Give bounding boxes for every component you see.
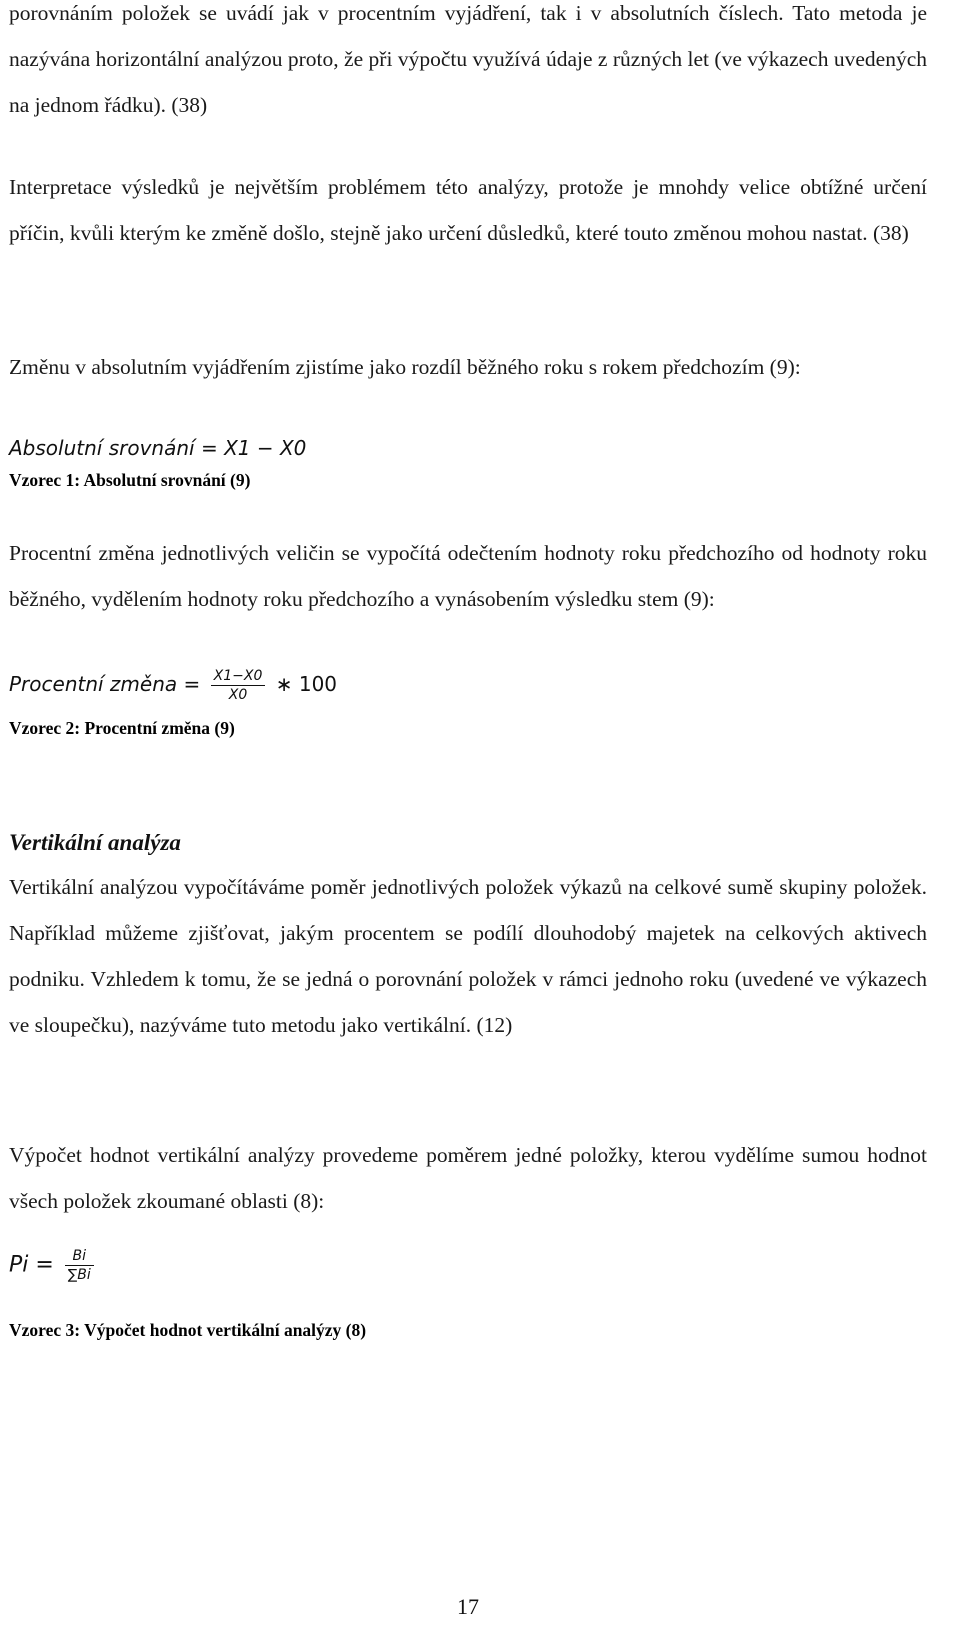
caption-formula-3: Vzorec 3: Výpočet hodnot vertikální analýzy (8) — [9, 1320, 367, 1340]
formula-percent-change — [9, 668, 337, 703]
caption-formula-2: Vzorec 2: Procentní změna (9) — [9, 718, 235, 738]
fraction-numerator: X1−X0 — [211, 668, 266, 686]
formula-lhs: Absolutní srovnání — [9, 436, 195, 460]
formula-equals: = — [183, 672, 201, 696]
formula-vertical-share — [9, 1248, 98, 1283]
page-number: 17 — [457, 1594, 479, 1619]
formula-fraction — [65, 1248, 94, 1283]
paragraph-percent-change: Procentní změna jednotlivých veličin se vypočítá odečtením hodnoty roku předchozího od hodnoty roku běžného, vydělením hodnoty roku předchozího a vynásobením výsledku stem (9): — [9, 541, 927, 611]
fraction-numerator: Bi — [65, 1248, 94, 1266]
formula-rhs: X1 − X0 — [224, 436, 307, 460]
paragraph-vertical-calculation: Výpočet hodnot vertikální analýzy provedeme poměrem jedné položky, kterou vydělíme sumou hodnot všech položek zkoumané oblasti (8): — [9, 1143, 927, 1213]
formula-multiplier: ∗ 100 — [275, 672, 338, 696]
formula-fraction — [211, 668, 266, 703]
paragraph-vertical-analysis: Vertikální analýzou vypočítáváme poměr jednotlivých položek výkazů na celkové sumě skupiny položek. Například můžeme zjišťovat, jakým procentem se podílí dlouhodobý majetek na celkových aktivech podniku. Vzhledem k tomu, že se jedná o porovnání položek v rámci jednoho roku (uvedené ve výkazech ve sloupečku), nazýváme tuto metodu jako vertikální. (12) — [9, 875, 927, 1037]
fraction-denominator: X0 — [228, 687, 248, 703]
caption-formula-1: Vzorec 1: Absolutní srovnání (9) — [9, 470, 251, 490]
formula-equals: = — [200, 436, 218, 460]
formula-absolute-comparison — [9, 436, 306, 460]
paragraph-horizontal-analysis-end: porovnáním položek se uvádí jak v procentním vyjádření, tak i v absolutních číslech. Tato metoda je nazývána horizontální analýzou proto, že při výpočtu využívá údaje z různých let (ve výkazech uvedených na jednom řádku). (38) — [9, 1, 927, 117]
paragraph-interpretation: Interpretace výsledků je největším problémem této analýzy, protože je mnohdy velice obtížné určení příčin, kvůli kterým ke změně došlo, stejně jako určení důsledků, které touto změnou mohou nastat. (38) — [9, 175, 927, 245]
fraction-denominator: ∑Bi — [67, 1267, 91, 1283]
document-page — [9, 0, 927, 1632]
formula-lhs: Pi — [9, 1252, 29, 1278]
formula-equals: = — [35, 1252, 54, 1278]
section-heading-vertical-analysis: Vertikální analýza — [9, 830, 181, 855]
paragraph-absolute-change: Změnu v absolutním vyjádřením zjistíme jako rozdíl běžného roku s rokem předchozím (9): — [9, 355, 801, 379]
formula-lhs: Procentní změna — [9, 672, 178, 696]
